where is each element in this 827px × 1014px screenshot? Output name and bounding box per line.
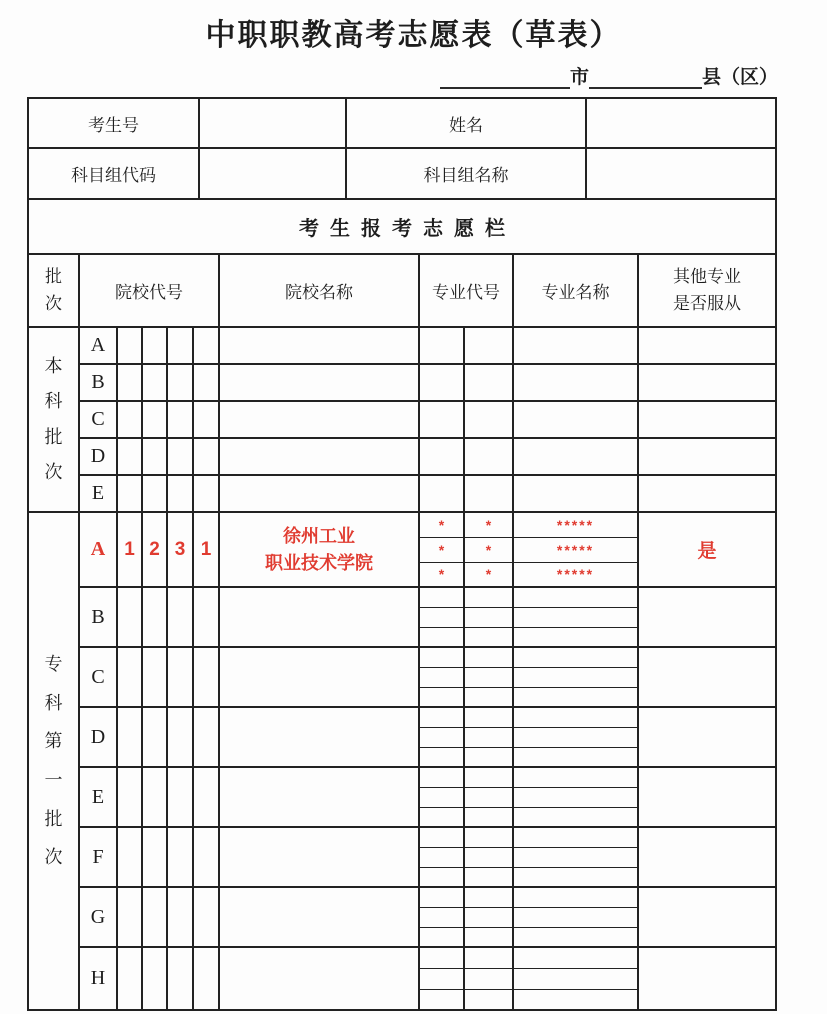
major-name-cell (513, 475, 638, 512)
info-row-2 (28, 148, 776, 198)
college-name-cell (219, 587, 419, 647)
major-name-cell: ***** (513, 537, 638, 562)
major-code-cell (464, 907, 513, 927)
college-name-line1: 徐州工业 (283, 525, 355, 546)
major-code-cell (464, 475, 513, 512)
major-code-cell (464, 947, 513, 968)
major-name-cell (513, 947, 638, 968)
obey-cell (638, 587, 776, 647)
benke-row-e (28, 475, 776, 512)
college-name-cell (219, 438, 419, 475)
major-code-cell (419, 401, 464, 438)
college-code-cell (167, 947, 193, 1010)
college-code-cell (167, 647, 193, 707)
college-name-cell (219, 475, 419, 512)
major-code-cell (464, 787, 513, 807)
college-code-cell (142, 767, 167, 827)
major-name-cell (513, 607, 638, 627)
college-name-cell (219, 512, 419, 587)
obey-cell (638, 401, 776, 438)
college-code-cell (142, 475, 167, 512)
college-code-cell (193, 947, 219, 1010)
col-header-college-code: 院校代号 (79, 254, 219, 327)
major-code-cell (464, 707, 513, 727)
major-code-cell: * (464, 512, 513, 537)
major-name-cell (513, 687, 638, 707)
major-code-cell (464, 401, 513, 438)
zhuanke-row-b-sub1 (28, 587, 776, 607)
college-code-cell (167, 438, 193, 475)
candidate-info-table (27, 97, 777, 198)
obey-cell (638, 947, 776, 1010)
subject-group-name-value-cell (586, 148, 776, 198)
obey-cell (638, 767, 776, 827)
college-code-cell (142, 401, 167, 438)
college-code-cell (117, 947, 142, 1010)
col-header-batch-label: 批次 (45, 267, 62, 313)
college-name-cell (219, 401, 419, 438)
major-code-cell: * (419, 512, 464, 537)
college-code-cell (167, 364, 193, 401)
major-code-cell (464, 687, 513, 707)
obey-cell (638, 475, 776, 512)
row-letter-cell: E (79, 475, 117, 512)
major-name-cell (513, 438, 638, 475)
zhuanke-batch-label-cell (28, 512, 79, 1010)
major-code-cell (464, 727, 513, 747)
row-letter-cell: C (79, 401, 117, 438)
row-letter-cell: A (79, 512, 117, 587)
major-code-cell (419, 887, 464, 907)
row-letter-cell: D (79, 438, 117, 475)
major-code-cell (419, 767, 464, 787)
college-code-cell (117, 887, 142, 947)
zhuanke-row-e-sub1 (28, 767, 776, 787)
major-code-cell (464, 647, 513, 667)
college-code-cell (142, 947, 167, 1010)
college-code-cell (117, 475, 142, 512)
major-code-cell (419, 927, 464, 947)
obey-cell (638, 438, 776, 475)
college-code-cell (117, 647, 142, 707)
college-code-cell (117, 327, 142, 364)
college-code-cell (193, 438, 219, 475)
major-name-cell (513, 627, 638, 647)
major-code-cell (464, 364, 513, 401)
major-code-cell (419, 647, 464, 667)
major-code-cell (419, 687, 464, 707)
college-code-cell (167, 707, 193, 767)
col-header-obey-label: 其他专业是否服从 (673, 267, 742, 313)
row-letter-cell: H (79, 947, 117, 1010)
major-code-cell (419, 438, 464, 475)
major-code-cell (419, 627, 464, 647)
subject-group-code-value-cell (199, 148, 346, 198)
benke-row-c (28, 401, 776, 438)
obey-cell (638, 887, 776, 947)
college-code-cell (193, 887, 219, 947)
major-name-cell (513, 847, 638, 867)
row-letter-cell: B (79, 587, 117, 647)
major-code-cell: * (419, 537, 464, 562)
major-name-cell (513, 401, 638, 438)
candidate-no-label-cell: 考生号 (28, 98, 199, 148)
benke-row-a (28, 327, 776, 364)
college-code-cell (167, 401, 193, 438)
major-name-cell (513, 827, 638, 847)
major-code-cell (419, 968, 464, 989)
major-name-cell (513, 807, 638, 827)
major-code-cell (464, 968, 513, 989)
college-name-text (220, 523, 418, 577)
major-code-cell (464, 887, 513, 907)
college-code-cell (193, 327, 219, 364)
college-code-cell (193, 827, 219, 887)
zhuanke-row-f-sub1 (28, 827, 776, 847)
major-code-cell (464, 627, 513, 647)
major-code-cell (419, 947, 464, 968)
major-code-cell (419, 727, 464, 747)
college-name-cell (219, 767, 419, 827)
major-code-cell (464, 327, 513, 364)
college-code-cell (142, 438, 167, 475)
volunteer-table (27, 198, 777, 1011)
column-header-row (28, 254, 776, 327)
major-code-cell (464, 927, 513, 947)
major-code-cell (464, 667, 513, 687)
row-letter-cell: E (79, 767, 117, 827)
row-letter-cell: C (79, 647, 117, 707)
major-code-cell (419, 847, 464, 867)
subject-group-code-label-cell: 科目组代码 (28, 148, 199, 198)
major-code-cell (464, 827, 513, 847)
college-code-cell: 1 (193, 512, 219, 587)
major-code-cell (464, 438, 513, 475)
college-code-cell (117, 707, 142, 767)
college-code-cell (142, 647, 167, 707)
college-code-cell (142, 827, 167, 887)
college-code-cell (167, 767, 193, 827)
col-header-major-code: 专业代号 (419, 254, 513, 327)
obey-cell (638, 647, 776, 707)
college-code-cell (117, 438, 142, 475)
college-code-cell (193, 707, 219, 767)
major-code-cell: * (464, 562, 513, 587)
college-code-cell: 2 (142, 512, 167, 587)
college-code-cell (117, 364, 142, 401)
col-header-major-name: 专业名称 (513, 254, 638, 327)
zhuanke-batch-label: 专科第一批次 (44, 653, 63, 868)
obey-cell (638, 327, 776, 364)
row-letter-cell: D (79, 707, 117, 767)
benke-row-b (28, 364, 776, 401)
major-name-cell (513, 767, 638, 787)
major-name-cell (513, 927, 638, 947)
college-code-cell: 3 (167, 512, 193, 587)
col-header-obey (638, 254, 776, 327)
college-code-cell (117, 767, 142, 827)
college-code-cell (142, 887, 167, 947)
major-code-cell (419, 587, 464, 607)
college-code-cell (117, 587, 142, 647)
major-name-cell (513, 989, 638, 1010)
major-code-cell (464, 807, 513, 827)
row-letter-cell: G (79, 887, 117, 947)
zhuanke-row-d-sub1 (28, 707, 776, 727)
college-name-cell (219, 647, 419, 707)
subject-group-name-label-cell: 科目组名称 (346, 148, 586, 198)
col-header-college-name: 院校名称 (219, 254, 419, 327)
major-code-cell (419, 667, 464, 687)
major-code-cell (419, 807, 464, 827)
major-code-cell (419, 907, 464, 927)
college-code-cell (167, 587, 193, 647)
college-code-cell (167, 887, 193, 947)
major-code-cell (464, 747, 513, 767)
college-code-cell (193, 647, 219, 707)
benke-batch-label: 本科批次 (44, 356, 63, 482)
obey-cell (638, 827, 776, 887)
major-name-cell (513, 968, 638, 989)
major-name-cell (513, 867, 638, 887)
college-name-cell (219, 947, 419, 1010)
banner-title: 考生报考志愿栏 (28, 199, 776, 254)
college-name-line2: 职业技术学院 (265, 552, 373, 573)
name-value-cell (586, 98, 776, 148)
major-name-cell: ***** (513, 562, 638, 587)
major-code-cell (419, 364, 464, 401)
college-name-cell (219, 887, 419, 947)
college-code-cell: 1 (117, 512, 142, 587)
zhuanke-row-c-sub1 (28, 647, 776, 667)
major-code-cell (464, 587, 513, 607)
college-code-cell (193, 767, 219, 827)
major-name-cell (513, 747, 638, 767)
college-code-cell (193, 587, 219, 647)
zhuanke-row-g-sub1 (28, 887, 776, 907)
form-tables (27, 97, 775, 1011)
college-code-cell (193, 475, 219, 512)
major-code-cell (464, 867, 513, 887)
major-name-cell (513, 647, 638, 667)
college-code-cell (117, 401, 142, 438)
major-name-cell (513, 707, 638, 727)
major-code-cell (419, 867, 464, 887)
major-code-cell (419, 787, 464, 807)
college-code-cell (193, 364, 219, 401)
banner-row (28, 199, 776, 254)
college-code-cell (142, 587, 167, 647)
form-title: 中职职教高考志愿表（草表） (205, 19, 622, 52)
major-code-cell (464, 847, 513, 867)
major-code-cell: * (419, 562, 464, 587)
college-name-cell (219, 707, 419, 767)
major-name-cell (513, 667, 638, 687)
college-code-cell (167, 827, 193, 887)
city-blank-underline (440, 65, 570, 89)
candidate-no-value-cell (199, 98, 346, 148)
major-code-cell: * (464, 537, 513, 562)
obey-cell (638, 707, 776, 767)
benke-batch-label-cell (28, 327, 79, 512)
college-name-cell (219, 327, 419, 364)
college-code-cell (167, 327, 193, 364)
major-code-cell (464, 607, 513, 627)
major-name-cell (513, 787, 638, 807)
major-code-cell (419, 827, 464, 847)
obey-cell: 是 (638, 512, 776, 587)
major-name-cell (513, 364, 638, 401)
major-code-cell (419, 327, 464, 364)
zhuanke-row-a-sub1 (28, 512, 776, 537)
college-name-cell (219, 364, 419, 401)
county-blank-underline (589, 65, 702, 89)
college-name-cell (219, 827, 419, 887)
row-letter-cell: F (79, 827, 117, 887)
college-code-cell (142, 364, 167, 401)
row-letter-cell: A (79, 327, 117, 364)
col-header-batch (28, 254, 79, 327)
college-code-cell (142, 327, 167, 364)
city-label: 市 (569, 67, 589, 88)
zhuanke-row-h-sub1 (28, 947, 776, 968)
benke-row-d (28, 438, 776, 475)
major-code-cell (464, 989, 513, 1010)
major-name-cell (513, 887, 638, 907)
major-name-cell (513, 587, 638, 607)
major-code-cell (419, 707, 464, 727)
info-row-1 (28, 98, 776, 148)
county-label: 县（区） (701, 67, 778, 88)
major-code-cell (419, 747, 464, 767)
major-code-cell (419, 607, 464, 627)
major-name-cell: ***** (513, 512, 638, 537)
row-letter-cell: B (79, 364, 117, 401)
name-label-cell: 姓名 (346, 98, 586, 148)
college-code-cell (167, 475, 193, 512)
major-name-cell (513, 327, 638, 364)
obey-cell (638, 364, 776, 401)
college-code-cell (193, 401, 219, 438)
college-code-cell (142, 707, 167, 767)
major-code-cell (464, 767, 513, 787)
major-code-cell (419, 989, 464, 1010)
major-name-cell (513, 727, 638, 747)
major-name-cell (513, 907, 638, 927)
major-code-cell (419, 475, 464, 512)
location-line (0, 62, 778, 89)
college-code-cell (117, 827, 142, 887)
